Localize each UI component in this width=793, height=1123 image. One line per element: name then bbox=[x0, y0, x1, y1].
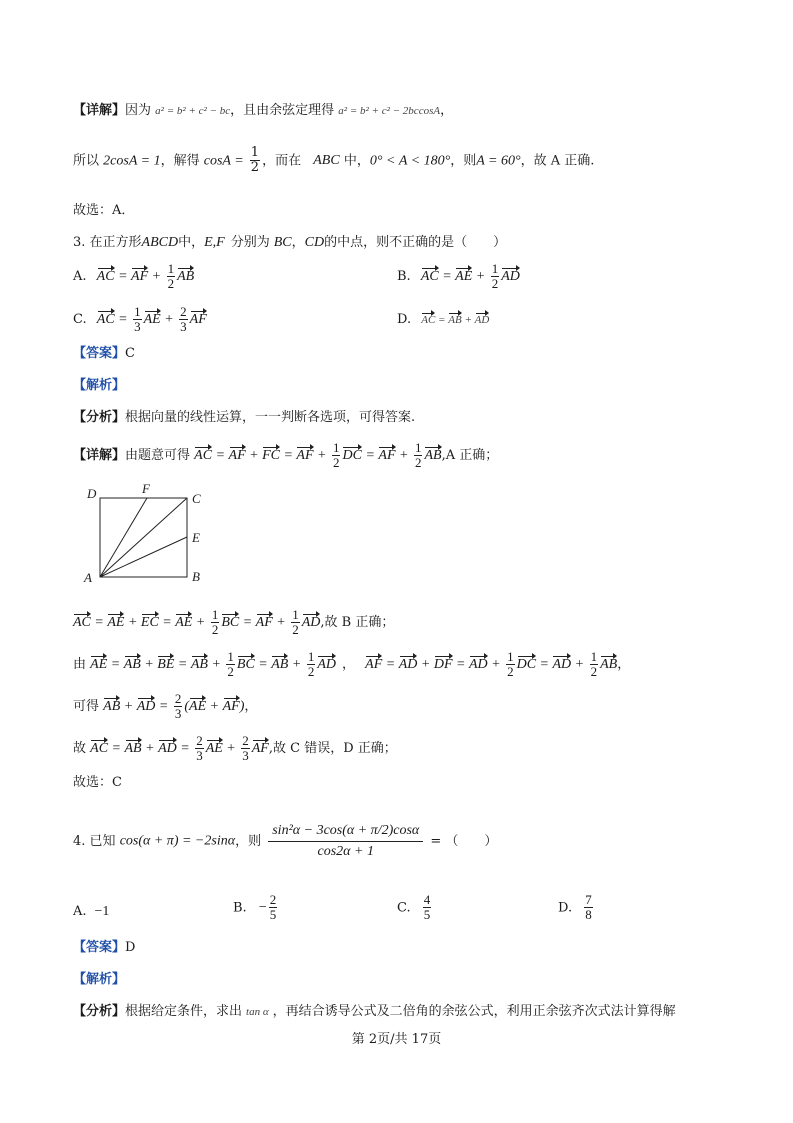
q3-detail-4: 可得 AB + AD = $\frac{2}{3}$ (AE + AF)， bbox=[73, 691, 258, 722]
equation: cosA = bbox=[203, 153, 244, 169]
segment-af bbox=[100, 498, 147, 577]
q3-detail-5: 故 AC = AB + AD = $\frac{2}{3}$ AE + $\frac{2}{3}$ AF,故 C 错误，D 正确； bbox=[73, 733, 397, 764]
q3-fenxi: 【分析】根据向量的线性运算，一一判断各选项，可得答案. bbox=[73, 410, 416, 425]
segment-ae bbox=[100, 537, 187, 577]
equation: A = 60° bbox=[476, 153, 521, 169]
q4-option-c: C. $\frac{4}{5}$ bbox=[397, 892, 431, 923]
q3-option-a: A. AC = AF + $\frac{1}{2}$ AB bbox=[73, 261, 195, 292]
choose-line-q2: 故选：A． bbox=[73, 203, 135, 218]
segment-ac bbox=[100, 498, 187, 577]
q3-detail-3: 由 AE = AB + BE = AB + $\frac{1}{2}$ BC = AB + $\frac{1}{2}$ AD ， AF = AD + DF = AD + $\frac{1}{2}$ DC = AD + $\frac{1}{2}$ AB， bbox=[73, 649, 631, 680]
question-3-stem: 3. 在正方形ABCD中，E,F 分别为 BC，CD的中点，则不正确的是（ ） bbox=[73, 235, 507, 250]
label-c: C bbox=[192, 491, 201, 506]
equation: 0° < A < 180° bbox=[369, 153, 451, 169]
q3-analysis-tag: 【解析】 bbox=[73, 378, 126, 393]
label-d: D bbox=[87, 486, 97, 501]
q3-option-b: B. AC = AE + $\frac{1}{2}$ AD bbox=[397, 261, 520, 292]
detail-line-2: 所以 2cosA = 1，解得 cosA = $\frac{1}{2}$ ，而在 ABC 中，0° < A < 180°，则A = 60°，故 A 正确. bbox=[73, 145, 595, 176]
square-diagram bbox=[80, 484, 210, 588]
detail-line-1: 【详解】因为 a² = b² + c² − bc，且由余弦定理得 a² = b² + c² − 2bccosA， bbox=[73, 103, 454, 118]
label-f: F bbox=[142, 484, 150, 496]
page-footer: 第 2页/共 17页 bbox=[351, 1032, 442, 1047]
q4-option-a: A. −1 bbox=[73, 904, 110, 919]
equation: a² = b² + c² − bc bbox=[155, 105, 231, 117]
label-a: A bbox=[84, 570, 92, 585]
q3-option-d: D. AC = AB + AD bbox=[397, 312, 490, 327]
q3-answer: 【答案】C bbox=[73, 346, 135, 361]
label-e: E bbox=[192, 530, 200, 545]
label-b: B bbox=[192, 569, 200, 584]
q4-answer: 【答案】D bbox=[73, 940, 136, 955]
q4-fenxi: 【分析】根据给定条件，求出 tan α ，再结合诱导公式及二倍角的余弦公式，利用正余弦齐次式法计算得解 bbox=[73, 1004, 676, 1019]
q4-analysis-tag: 【解析】 bbox=[73, 972, 126, 987]
q3-detail-1: 【详解】由题意可得 AC = AF + FC = AF + $\frac{1}{2}$ DC = AF + $\frac{1}{2}$ AB,A 正确； bbox=[73, 440, 499, 471]
detail-tag: 【详解】 bbox=[73, 103, 126, 118]
q3-option-c: C. AC = $\frac{1}{3}$ AE + $\frac{2}{3}$ AF bbox=[73, 304, 207, 335]
fraction: $\frac{1}{2}$ bbox=[250, 145, 260, 176]
choose-line-q3: 故选：C bbox=[73, 775, 122, 790]
equation: a² = b² + c² − 2bccosA bbox=[338, 105, 441, 117]
q4-expression: $\frac{\text{sin²α − 3cos(α + π/2)cosα}}{\cos 2\alpha + 1}$ bbox=[268, 824, 423, 859]
q4-option-d: D. $\frac{7}{8}$ bbox=[558, 892, 592, 923]
equation: 2cosA = 1 bbox=[103, 153, 161, 169]
question-4-stem: 4. 已知 cos(α + π) = −2sinα，则 $\frac{\text{sin²α − 3cos(α + π/2)cosα}}{\cos 2\alpha + 1}$ = （ ） bbox=[73, 823, 498, 859]
triangle-label: ABC bbox=[313, 153, 340, 169]
q3-detail-2: AC = AE + EC = AE + $\frac{1}{2}$ BC = AF + $\frac{1}{2}$ AD,故 B 正确； bbox=[73, 607, 395, 638]
q4-option-b: B. − $\frac{2}{5}$ bbox=[233, 892, 277, 923]
